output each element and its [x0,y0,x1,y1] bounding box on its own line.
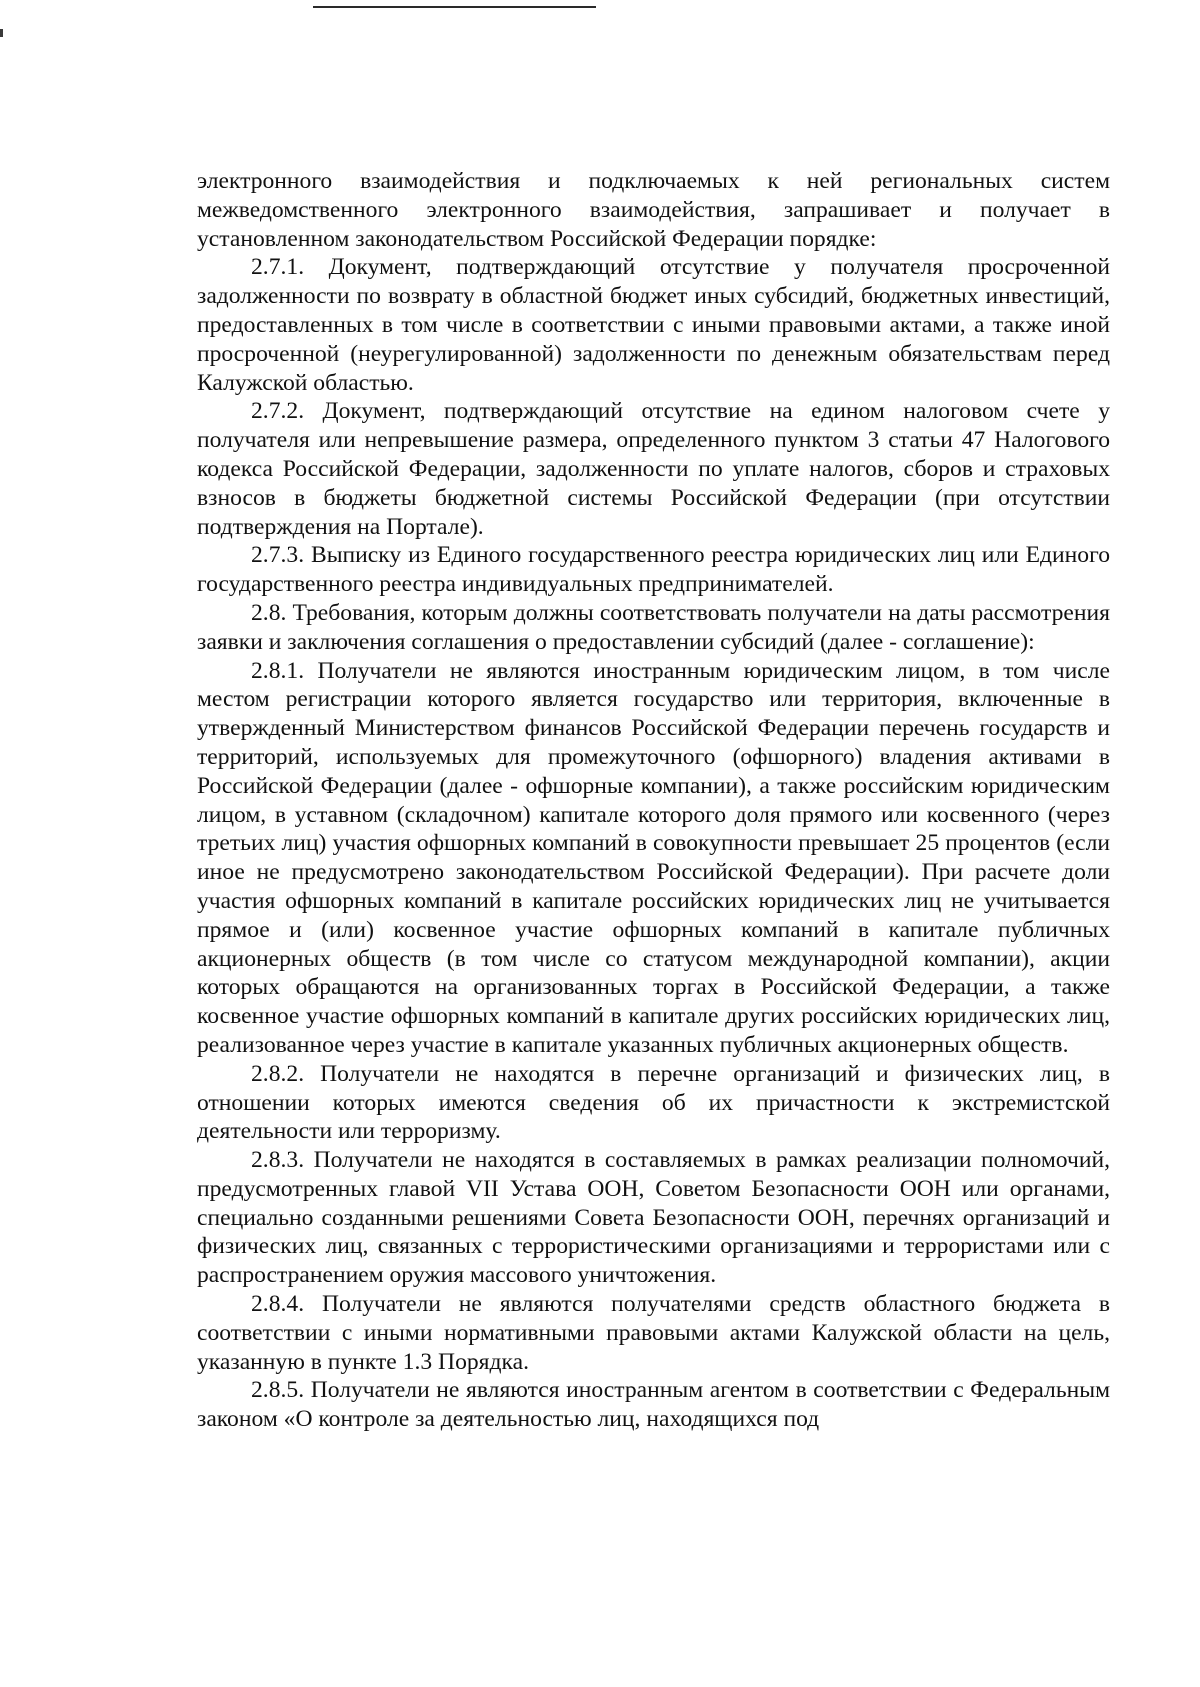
document-body [197,167,1110,1434]
paragraph-2-7-3: 2.7.3. Выписку из Единого государственного реестра юридических лиц или Единого государственного реестра индивидуальных предпринимателей. [197,542,1110,598]
paragraph-intro: электронного взаимодействия и подключаемых к ней региональных систем межведомственного электронного взаимодействия, запрашивает и получает в установленном законодательством Российской Федерации порядке: [197,168,1110,252]
paragraph-2-8: 2.8. Требования, которым должны соответствовать получатели на даты рассмотрения заявки и заключения соглашения о предоставлении субсидий (далее - соглашение): [197,599,1110,655]
paragraph-2-8-4: 2.8.4. Получатели не являются получателями средств областного бюджета в соответствии с иными нормативными правовыми актами Калужской области на цель, указанную в пункте 1.3 Порядка. [197,1291,1110,1375]
paragraph-2-8-1: 2.8.1. Получатели не являются иностранным юридическим лицом, в том числе местом регистрации которого является государство или территория, включенные в утвержденный Министерством финансов Российской Федерации перечень государств и территорий, используемых для промежуточного (офшорного) владения активами в Российской Федерации (далее - офшорные компании), а также российским юридическим лицом, в уставном (складочном) капитале которого доля прямого или косвенного (через третьих лиц) участия офшорных компаний в совокупности превышает 25 процентов (если иное не предусмотрено законодательством Российской Федерации). При расчете доли участия офшорных компаний в капитале российских юридических лиц не учитывается прямое и (или) косвенное участие офшорных компаний в капитале публичных акционерных обществ (в том числе со статусом международной компании), акции которых обращаются на организованных торгах в Российской Федерации, а также косвенное участие офшорных компаний в капитале других российских юридических лиц, реализованное через участие в капитале указанных публичных акционерных обществ. [197,657,1110,1058]
left-edge-mark [0,29,3,37]
paragraph-2-7-2: 2.7.2. Документ, подтверждающий отсутствие на едином налоговом счете у получателя или непревышение размера, определенного пунктом 3 статьи 47 Налогового кодекса Российской Федерации, задолженности по уплате налогов, сборов и страховых взносов в бюджеты бюджетной системы Российской Федерации (при отсутствии подтверждения на Портале). [197,398,1110,540]
paragraph-2-8-5: 2.8.5. Получатели не являются иностранным агентом в соответствии с Федеральным законом «О контроле за деятельностью лиц, находящихся под [197,1377,1110,1433]
paragraph-2-7-1: 2.7.1. Документ, подтверждающий отсутствие у получателя просроченной задолженности по возврату в областной бюджет иных субсидий, бюджетных инвестиций, предоставленных в том числе в соответствии с иными правовыми актами, а также иной просроченной (неурегулированной) задолженности по денежным обязательствам перед Калужской областью. [197,254,1110,396]
paragraph-2-8-2: 2.8.2. Получатели не находятся в перечне организаций и физических лиц, в отношении которых имеются сведения об их причастности к экстремистской деятельности или терроризму. [197,1060,1110,1145]
paragraph-2-8-3: 2.8.3. Получатели не находятся в составляемых в рамках реализации полномочий, предусмотренных главой VII Устава ООН, Советом Безопасности ООН или органами, специально созданными решениями Совета Безопасности ООН, перечнях организаций и физических лиц, связанных с террористическими организациями и террористами или с распространением оружия массового уничтожения. [197,1147,1110,1289]
top-scan-line [313,6,596,8]
